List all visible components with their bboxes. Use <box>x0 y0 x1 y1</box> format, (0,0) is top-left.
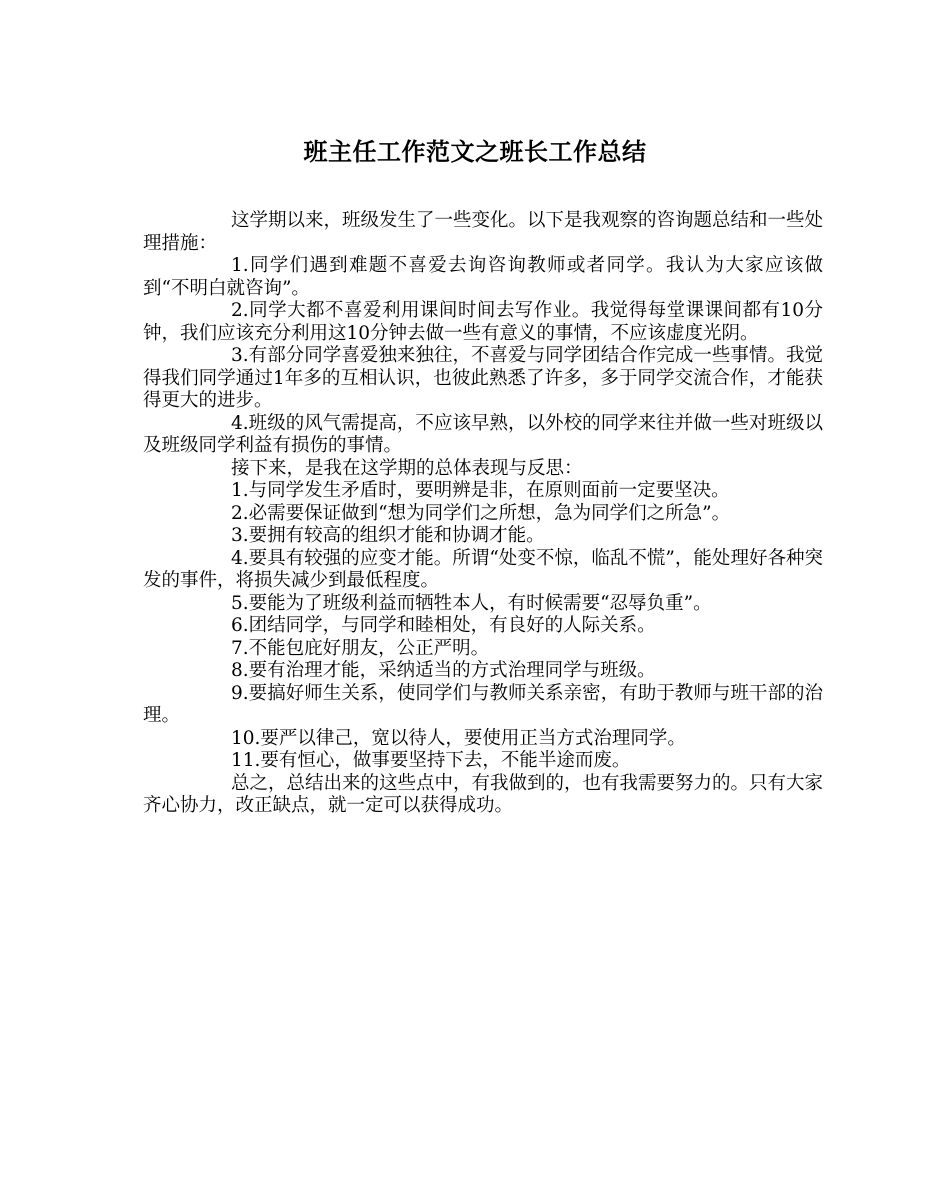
paragraph: 3.要拥有较高的组织才能和协调才能。 <box>231 525 545 546</box>
paragraph: 总之，总结出来的这些点中，有我做到的，也有我需要努力的。只有大家齐心协力，改正缺点，就一定可以获得成功。 <box>143 772 824 816</box>
paragraph: 4.要具有较强的应变才能。所谓“处变不惊，临乱不慌”，能处理好各种突发的事件，将损失减少到最低程度。 <box>143 547 823 591</box>
paragraph: 8.要有治理才能，采纳适当的方式治理同学与班级。 <box>231 660 656 681</box>
paragraph: 11.要有恒心，做事要坚持下去，不能半途而废。 <box>231 750 631 771</box>
paragraph: 1.与同学发生矛盾时，要明辨是非，在原则面前一定要坚决。 <box>231 480 730 501</box>
paragraph: 10.要严以律己，宽以待人，要使用正当方式治理同学。 <box>231 727 686 749</box>
paragraph: 1.同学们遇到难题不喜爱去询咨询教师或者同学。我认为大家应该做到“不明白就咨询”。 <box>143 255 823 299</box>
paragraph: 9.要搞好师生关系，使同学们与教师关系亲密，有助于教师与班干部的治理。 <box>143 682 823 726</box>
paragraph: 6.团结同学，与同学和睦相处，有良好的人际关系。 <box>231 615 656 636</box>
document-title: 班主任工作范文之班长工作总结 <box>303 137 647 166</box>
paragraph: 接下来，是我在这学期的总体表现与反思： <box>231 457 583 479</box>
paragraph: 2.必需要保证做到“想为同学们之所想，急为同学们之所急”。 <box>231 502 731 524</box>
document-body <box>143 210 823 818</box>
paragraph: 这学期以来，班级发生了一些变化。以下是我观察的咨询题总结和一些处理措施： <box>143 210 824 254</box>
paragraph: 5.要能为了班级利益而牺牲本人，有时候需要“忍辱负重”。 <box>231 592 712 614</box>
paragraph: 3.有部分同学喜爱独来独往，不喜爱与同学团结合作完成一些事情。我觉得我们同学通过1年多的互相认识，也彼此熟悉了许多，多于同学交流合作，才能获得更大的进步。 <box>143 345 823 411</box>
paragraph: 2.同学大都不喜爱利用课间时间去写作业。我觉得每堂课课间都有10分钟，我们应该充分利用这10分钟去做一些有意义的事情，不应该虚度光阴。 <box>143 300 823 344</box>
paragraph: 7.不能包庇好朋友，公正严明。 <box>231 637 490 659</box>
paragraph: 4.班级的风气需提高，不应该早熟，以外校的同学来往并做一些对班级以及班级同学利益有损伤的事情。 <box>143 412 823 456</box>
